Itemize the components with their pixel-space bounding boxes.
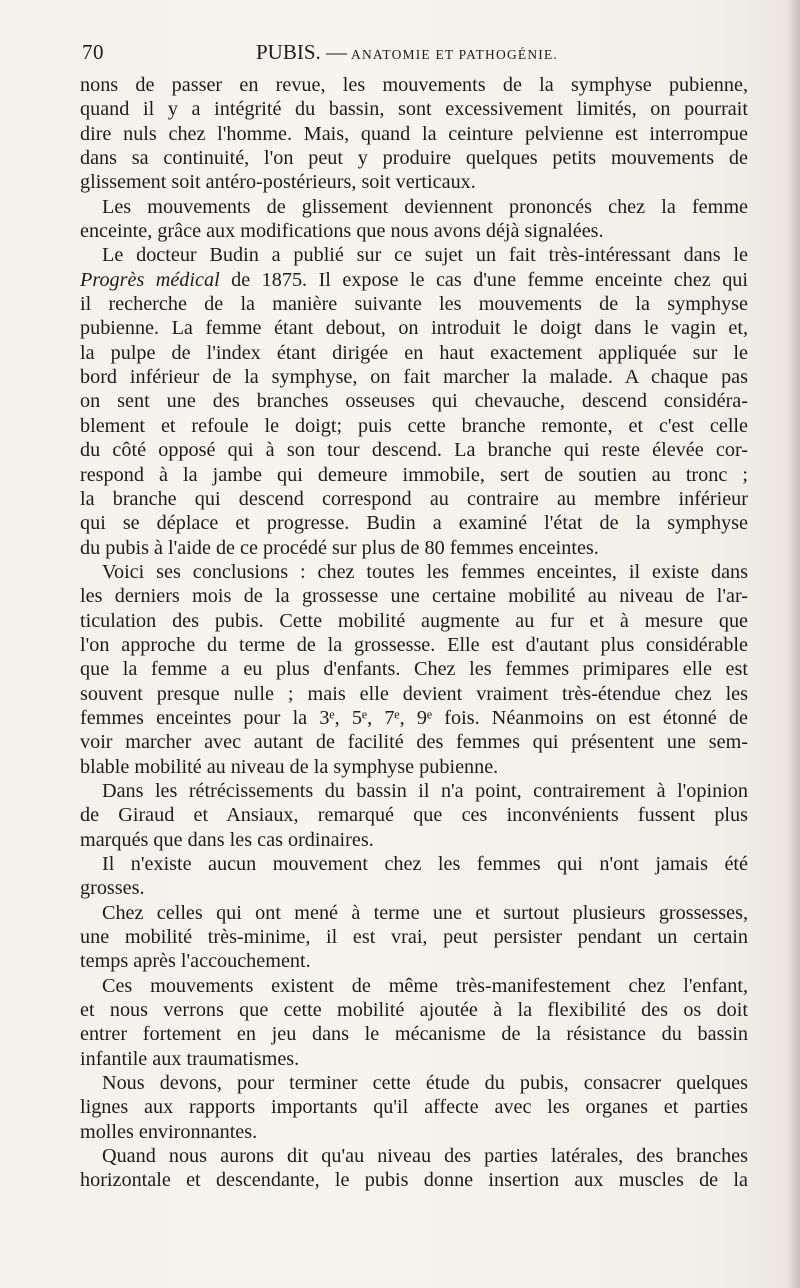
text-line: l'on approche du terme de la grossesse. Elle est d'autant plus considérable [80,633,748,656]
text-line-rest: de 1875. Il expose le cas d'une femme enceinte chez qui [219,268,748,291]
text-line: nons de passer en revue, les mouvements de la symphyse pubienne, [80,74,748,96]
journal-title: Progrès médical [80,268,220,291]
page-edge-shadow [786,0,800,1288]
text-line: bord inférieur de la symphyse, on fait marcher la malade. A chaque pas [80,366,748,389]
text-line: molles environnantes. [80,1120,258,1143]
running-title-main: PUBIS. — [256,40,348,64]
body-text [80,73,748,1193]
text-line: Quand nous aurons dit qu'au niveau des parties latérales, des branches [102,1145,748,1168]
running-title [256,40,558,65]
text-line: les derniers mois de la grossesse une certaine mobilité au niveau de l'ar- [80,585,748,608]
text-line: ticulation des pubis. Cette mobilité augmente au fur et à mesure que [80,609,748,632]
text-line: respond à la jambe qui demeure immobile, sert de soutien au tronc ; [80,463,748,486]
text-line: la pulpe de l'index étant dirigée en haut exactement appliquée sur le [80,341,748,364]
text-line: entrer fortement en jeu dans le mécanisme de la résistance du bassin [80,1023,748,1046]
text-line: horizontale et descendante, le pubis donne insertion aux muscles de la [80,1169,748,1192]
text-line: Chez celles qui ont mené à terme une et surtout plusieurs grossesses, [102,901,748,924]
text-line: blement et refoule le doigt; puis cette branche remonte, et c'est celle [80,414,748,437]
text-line: Le docteur Budin a publié sur ce sujet un fait très-intéressant dans le [102,244,748,267]
text-line: infantile aux traumatismes. [80,1047,300,1070]
text-line: blable mobilité au niveau de la symphyse pubienne. [80,755,499,778]
text-line: de Giraud et Ansiaux, remarqué que ces inconvénients fussent plus [80,804,748,827]
text-line: marqués que dans les cas ordinaires. [80,828,374,851]
text-line: souvent presque nulle ; mais elle devient vraiment très-étendue chez les [80,682,748,705]
text-line: Voici ses conclusions : chez toutes les femmes enceintes, il existe dans [102,560,748,583]
text-line: temps après l'accouchement. [80,950,311,973]
text-line: il recherche de la manière suivante les mouvements de la symphyse [80,293,748,316]
text-line: Nous devons, pour terminer cette étude du pubis, consacrer quelques [102,1072,748,1095]
text-line: Dans les rétrécissements du bassin il n'a point, contrairement à l'opinion [102,779,748,802]
text-line: lignes aux rapports importants qu'il affecte avec les organes et parties [80,1096,748,1119]
text-line: quand il y a intégrité du bassin, sont excessivement limités, on pourrait [80,98,748,121]
page-number: 70 [82,40,104,64]
text-line: Il n'existe aucun mouvement chez les femmes qui n'ont jamais été [102,853,748,875]
text-line: femmes enceintes pour la 3ᵉ, 5ᵉ, 7ᵉ, 9ᵉ fois. Néanmoins on est étonné de [80,706,748,729]
text-line [80,268,748,292]
text-line: grosses. [80,877,145,900]
text-line: glissement soit antéro-postérieurs, soit verticaux. [80,171,476,194]
text-line: on sent une des branches osseuses qui chevauche, descend considéra- [80,390,748,413]
text-line: et nous verrons que cette mobilité ajoutée à la flexibilité des os doit [80,999,748,1022]
text-line: Ces mouvements existent de même très-manifestement chez l'enfant, [102,974,748,997]
text-line: la branche qui descend correspond au contraire au membre inférieur [80,487,748,510]
text-line: du pubis à l'aide de ce procédé sur plus de 80 femmes enceintes. [80,536,599,559]
text-line: qui se déplace et progresse. Budin a examiné l'état de la symphyse [80,512,748,535]
running-header [80,40,748,66]
text-line: dans sa continuité, l'on peut y produire quelques petits mouvements de [80,147,748,170]
running-title-sub: ANATOMIE ET PATHOGÉNIE. [351,47,559,62]
text-line: que la femme a eu plus d'enfants. Chez les femmes primipares elle est [80,658,748,681]
text-line: Les mouvements de glissement deviennent prononcés chez la femme [102,195,748,218]
text-line: du côté opposé qui à son tour descend. La branche qui reste élevée cor- [80,439,748,462]
text-line: voir marcher avec autant de facilité des femmes qui présentent une sem- [80,731,748,754]
text-line: une mobilité très-minime, il est vrai, peut persister pendant un certain [80,926,748,949]
text-line: enceinte, grâce aux modifications que nous avons déjà signalées. [80,220,604,243]
text-line: pubienne. La femme étant debout, on introduit le doigt dans le vagin et, [80,317,748,340]
text-line: dire nuls chez l'homme. Mais, quand la ceinture pelvienne est interrompue [80,122,748,145]
